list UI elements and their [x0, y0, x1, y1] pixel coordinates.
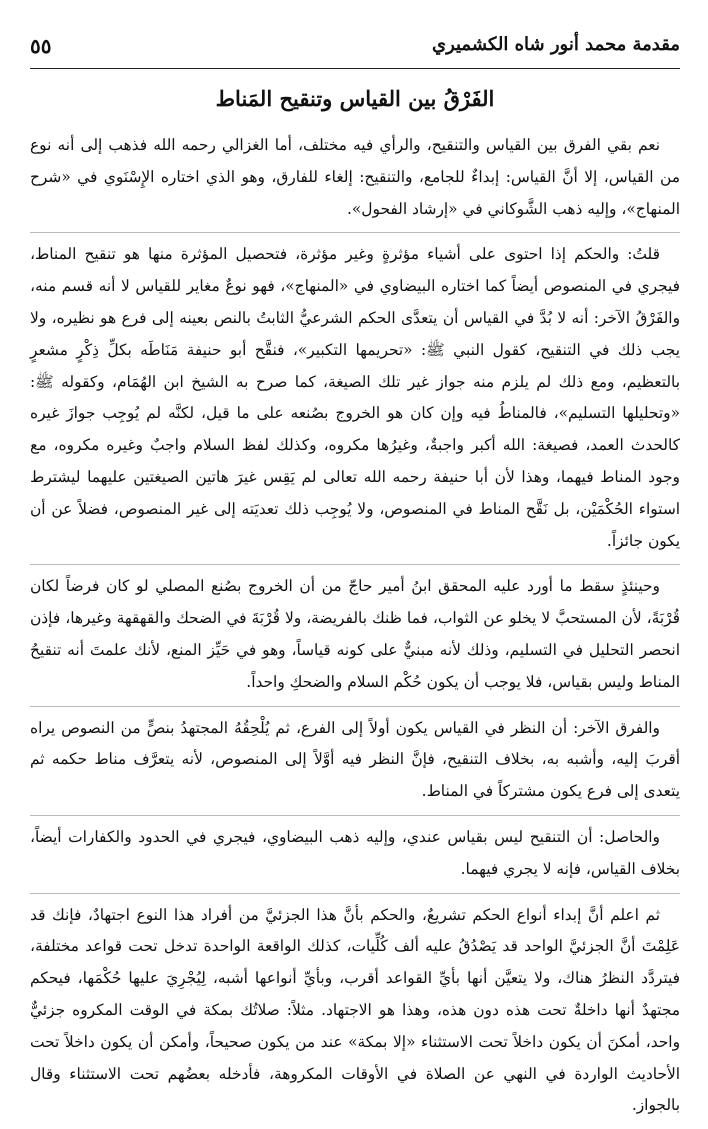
- paragraph-5: والحاصل: أن التنقيح ليس بقياس عندي، وإليه ذهب البيضاوي، فيجري في الحدود والكفارات أيضاً، بخلاف القياس، فإنه لا يجري فيهما.: [30, 827, 680, 878]
- paragraph-2: قلتُ: والحكم إذا احتوى على أشياء مؤثرةٍ وغير مؤثرة، فتحصيل المؤثرة منها هو تنقيح المناط، فيجري في المنصوص أيضاً كما اختاره البيضاوي في «المنهاج»، فهو نوعٌ مغاير للقياس لا أنه قسم منه، والفَرْقُ الآخر: أنه لا بُدَّ في القياس أن يتعدَّى الحكم الشرعيُّ الثابتُ بالنص بعينه إلى فرع هو نظيره، ولا يجب ذلك في التنقيح، كقول النبي ﷺ: «تحريمها التكبير»، فنقَّح أبو حنيفة مَنَاطَه بكلِّ ذِكْرٍ مشعرٍ بالتعظيم، ومع ذلك لم يلزم منه جواز غير تلك الصيغة، كما صرح به الشيخ ابن الهُمَام، وكقوله ﷺ: «وتحليلها التسليم»، فالمناطُ فيه وإن كان هو الخروج بصُنعه على ما قيل، لكنَّه لم يُوجِب جوازَ غيره كالحدث العمد، فصيغة: الله أكبر واجبةٌ، وغيرُها مكروه، وكذلك لفظ السلام واجبٌ وغيره مكروه، مع وجود المناط فيهما، وهذا لأن أبا حنيفة رحمه الله تعالى لم يَقِس غيرَ هاتين الصيغتين عليهما ليشترط استواء الحُكْمَيْن، بل نَقَّح المناط في المنصوص، ولا يُوجِب ذلك تعديَته إلى غير المنصوص، فضلاً عن أن يكون جائزاً.: [30, 245, 680, 550]
- paragraph-6: ثم اعلم أنَّ إبداء أنواع الحكم تشريعٌ، والحكم بأنَّ هذا الجزئيَّ من أفراد هذا النوع اجتهادٌ، فإنك قد عَلِمْتَ أنَّ الجزئيَّ الواحد قد يَصْدُقُ عليه ألف كُلِّيات، كذلك الواقعة الواحدة تدخل تحت قواعد مختلفة، فيتردَّد النظرُ هناك، ولا يتعيَّن أنها بأيِّ القواعد أقرب، وبأيِّ أنواعها أشبه، لِيُجْرِيَ عليها حُكْمَها، فيحكم مجتهدٌ أنها داخلةٌ تحت هذه دون هذه، وهذا هو الاجتهاد. مثلاً: صلاتُك بمكة في الوقت المكروه جزئيٌّ واحد، أمكنَ أن يكون داخلاً تحت الاستثناء «إلا بمكة» عند من يكون صحيحاً، وأمكن أن يكون داخلاً تحت الأحاديث الواردة في النهي عن الصلاة في الأوقات المكروهة، فأدخله بعضُهم تحت الاستثناء وقال بالجواز.: [30, 905, 680, 1115]
- paragraph-1: نعم بقي الفرق بين القياس والتنقيح، والرأي فيه مختلف، أما الغزالي رحمه الله فذهب إلى أنه نوع من القياس، إلا أنَّ القياس: إبداءٌ للجامع، والتنقيح: إلغاء للفارق، وهو الذي اختاره الإِسْنَوي في «شرح المنهاج»، وإليه ذهب الشَّوكاني في «إرشاد الفحول».: [30, 136, 680, 218]
- section-divider: [30, 893, 680, 894]
- paragraph-4: والفرق الآخر: أن النظر في القياس يكون أولاً إلى الفرع، ثم يُلْحِقُهُ المجتهدُ بنصٍّ من النصوص يراه أقربَ إليه، وأشبه به، بخلاف التنقيح، فإنَّ النظر فيه أوَّلاً إلى المنصوص، لأنه يتعرَّف مناط حكمه ثم يتعدى إلى فرع يكون مشتركاً في المناط.: [30, 718, 680, 801]
- page-header: [30, 34, 680, 68]
- page-number: ٥٥: [30, 34, 52, 58]
- section-divider: [30, 815, 680, 816]
- section-divider: [30, 232, 680, 233]
- section-divider: [30, 564, 680, 565]
- paragraph-3: وحينئذٍ سقط ما أورد عليه المحقق ابنُ أمير حاجّ من أن الخروج بصُنع المصلي لو كان فرضاً لكان قُرْبَةً، لأن المستحبَّ لا يخلو عن الثواب، فما ظنك بالفريضة، ولا قُرْبَةَ في الضحك والقهقهة وغيرها، فإذن انحصر التحليل في التسليم، وذلك لأنه مبنيٌّ على كونه قياساً، وهو في حَيِّز المنع، لأنك علمتَ أنه تنقيحُ المناط وليس بقياس، فلا يوجب أن يكون حُكْم السلام والضحكِ واحداً.: [30, 577, 680, 691]
- section-divider: [30, 706, 680, 707]
- body-text: [30, 130, 680, 1129]
- section-heading: الفَرْقُ بين القياس وتنقيح المَناط: [215, 86, 495, 111]
- running-title: مقدمة محمد أنور شاه الكشميري: [431, 34, 680, 55]
- header-rule: [30, 68, 680, 69]
